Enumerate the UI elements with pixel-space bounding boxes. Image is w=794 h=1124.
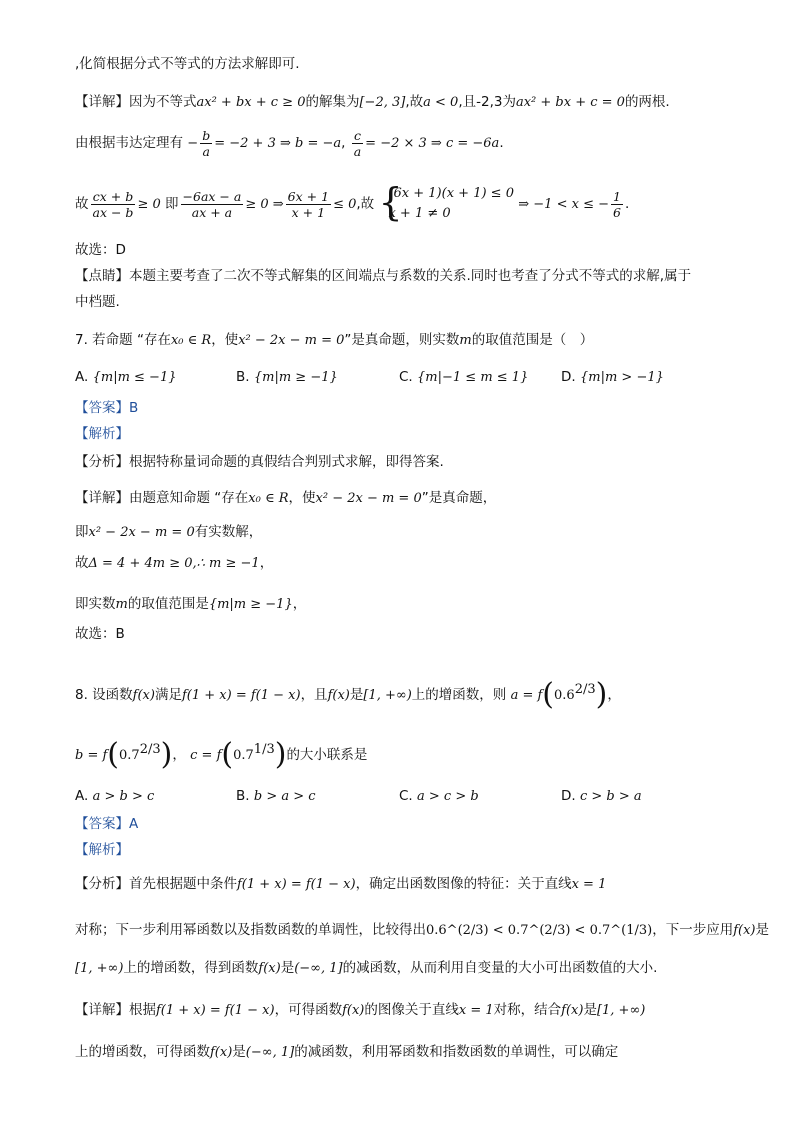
math: f(x) <box>132 688 155 703</box>
analysis-label <box>75 424 734 444</box>
text: 满足 <box>154 687 182 703</box>
math: ≥ 0 <box>137 197 161 212</box>
math: a = f <box>510 688 543 703</box>
math: m <box>459 333 472 348</box>
analysis-line <box>75 874 734 895</box>
text: ，使 <box>211 332 239 348</box>
option-label: B. <box>236 788 250 804</box>
text: 是 <box>583 1002 597 1018</box>
math: 0.6^(2/3) < 0.7^(2/3) < 0.7^(1/3) <box>426 923 653 938</box>
question-7 <box>75 330 734 351</box>
math: [−2, 3] <box>359 95 406 110</box>
fraction <box>181 189 244 220</box>
text: 的减函数，从而利用自变量的大小可出函数值的大小. <box>342 960 658 976</box>
text: 上的增函数，得到函数 <box>123 960 259 976</box>
numerator: 6x + 1 <box>287 188 330 204</box>
option-label: D. <box>561 788 576 804</box>
text: 故选：D <box>75 242 126 258</box>
math: b > a > c <box>253 789 316 804</box>
text: 【解析】 <box>75 426 129 442</box>
math: a > b > c <box>92 789 155 804</box>
text: 由题意知命题 “存在 <box>129 490 249 506</box>
comment-line <box>75 292 734 312</box>
system-row: x + 1 ≠ 0 <box>388 206 451 221</box>
text: ， <box>259 555 274 571</box>
denominator: ax + a <box>191 204 233 220</box>
text: ,故 <box>356 196 375 212</box>
question-8-cont <box>75 722 734 784</box>
text: ，确定出函数图像的特征：关于直线 <box>355 876 572 892</box>
comment-line <box>75 266 734 286</box>
text: 【答案】B <box>75 400 139 416</box>
option-d[interactable] <box>561 369 664 385</box>
math: x² − 2x − m = 0 <box>315 491 422 506</box>
detail-line <box>75 1042 734 1063</box>
fraction <box>352 128 363 159</box>
math: = −2 + 3 ⇒ b = −a <box>214 136 342 151</box>
text: 首先根据题中条件 <box>129 876 237 892</box>
text-line <box>75 54 734 74</box>
math: [1, +∞) <box>363 688 412 703</box>
minus-sign: − <box>187 136 199 151</box>
answer-label <box>75 814 734 834</box>
math: ≤ 0 <box>333 197 357 212</box>
math: x₀ ∈ R <box>170 333 212 348</box>
text: ， <box>172 747 186 763</box>
detail-line <box>75 488 734 509</box>
denominator: a <box>353 143 362 159</box>
math: {m|m > −1} <box>579 370 664 385</box>
text: , <box>341 135 346 151</box>
text: ,且-2,3为 <box>458 94 516 110</box>
math: (−∞, 1] <box>245 1045 295 1060</box>
option-b[interactable] <box>236 788 316 804</box>
text: . <box>499 135 504 151</box>
exponent: 2/3 <box>139 742 161 757</box>
math: 0.7 <box>119 748 140 763</box>
exponent: 1/3 <box>253 742 275 757</box>
option-a[interactable] <box>75 369 177 385</box>
paren-open: ( <box>107 737 120 772</box>
math: f(x) <box>210 1045 233 1060</box>
text: ，使 <box>288 490 316 506</box>
option-c[interactable] <box>399 369 528 385</box>
math: [1, +∞) <box>596 1003 646 1018</box>
option-d[interactable] <box>561 788 642 804</box>
text: 对称，结合 <box>493 1002 562 1018</box>
answer-line <box>75 624 734 644</box>
math: x² − 2x − m = 0 <box>88 525 195 540</box>
numerator: c <box>352 128 363 144</box>
math: a > c > b <box>417 789 479 804</box>
text: 即 <box>165 196 179 212</box>
text: 上的增函数，可得函数 <box>75 1044 210 1060</box>
inequality-line <box>75 180 734 229</box>
analysis-line <box>75 958 734 979</box>
numerator: −6ax − a <box>182 188 242 204</box>
option-label: A. <box>75 369 89 385</box>
analysis-line <box>75 452 734 472</box>
question-8 <box>75 662 734 724</box>
numerator: 1 <box>613 188 621 204</box>
denominator: x + 1 <box>291 204 326 220</box>
text: 的取值范围是 <box>127 596 209 612</box>
fraction <box>200 128 212 159</box>
text: 的取值范围是（ ） <box>471 332 594 348</box>
text: 本题主要考查了二次不等式解集的区间端点与系数的关系.同时也考查了分式不等式的求解,属于 <box>129 268 692 284</box>
paren-close: ) <box>160 737 173 772</box>
math: 0.7 <box>233 748 254 763</box>
text: 根据 <box>129 1002 156 1018</box>
equation-system <box>378 180 514 224</box>
option-label: A. <box>75 788 89 804</box>
text: 故 <box>75 196 89 212</box>
text: 是 <box>280 960 295 976</box>
math: {m|m ≤ −1} <box>92 370 177 385</box>
option-a[interactable] <box>75 788 154 804</box>
paren-open: ( <box>542 677 555 712</box>
text: 故选：B <box>75 626 125 642</box>
denominator: ax − b <box>92 204 134 220</box>
text: ,故 <box>405 94 424 110</box>
detail-label: 【详解】 <box>75 1002 129 1018</box>
paren-close: ) <box>274 737 287 772</box>
option-label: B. <box>236 369 250 385</box>
math: (−∞, 1] <box>294 961 343 976</box>
text: 有实数解， <box>194 524 263 540</box>
math: Δ = 4 + 4m ≥ 0,∴ m ≥ −1 <box>88 556 260 571</box>
detail-line <box>75 1000 734 1021</box>
text: 是 <box>232 1044 246 1060</box>
text: 的大小联系是 <box>286 747 368 763</box>
math: f(1 + x) = f(1 − x) <box>237 877 356 892</box>
math: ax² + bx + c ≥ 0 <box>196 95 306 110</box>
text: ， <box>292 596 307 612</box>
text: 的解集为 <box>305 94 360 110</box>
denominator: 6 <box>613 204 621 220</box>
math: ax² + bx + c = 0 <box>515 95 625 110</box>
fraction <box>286 189 331 220</box>
text: ,化简根据分式不等式的方法求解即可. <box>75 56 300 72</box>
math: ⇒ −1 < x ≤ − <box>518 197 609 212</box>
detail-label: 【详解】 <box>75 490 129 506</box>
text: 7. 若命题 “存在 <box>75 332 171 348</box>
comment-label: 【点睛】 <box>75 268 129 284</box>
analysis-line <box>75 920 770 941</box>
option-c[interactable] <box>399 788 479 804</box>
numerator: cx + b <box>91 189 136 205</box>
math: {m|m ≥ −1} <box>208 597 293 612</box>
system-row: (6x + 1)(x + 1) ≤ 0 <box>388 186 514 201</box>
math: b = f <box>75 748 108 763</box>
math: f(1 + x) = f(1 − x) <box>156 1003 275 1018</box>
paren-close: ) <box>595 677 608 712</box>
math: x = 1 <box>458 1003 494 1018</box>
text: 是 <box>755 922 770 938</box>
answer-line <box>75 240 734 260</box>
text: 即 <box>75 524 89 540</box>
text: ，可得函数 <box>274 1002 343 1018</box>
text: 由根据韦达定理有 <box>75 135 183 151</box>
math: [1, +∞) <box>75 961 124 976</box>
text: ，且 <box>300 687 328 703</box>
option-label: D. <box>561 369 576 385</box>
text-line <box>75 594 734 615</box>
detail-line <box>75 92 734 113</box>
paren-open: ( <box>221 737 234 772</box>
text: . <box>624 196 630 212</box>
text: 【解析】 <box>75 842 129 858</box>
numerator: b <box>202 127 211 143</box>
math: = −2 × 3 ⇒ c = −6a <box>365 136 500 151</box>
text: 的图像关于直线 <box>364 1002 459 1018</box>
text: 中档题. <box>75 294 120 310</box>
math: a < 0 <box>423 95 459 110</box>
option-b[interactable] <box>236 369 338 385</box>
text: 即实数 <box>75 596 116 612</box>
text: ， <box>607 687 621 703</box>
detail-label: 【详解】 <box>75 94 129 110</box>
analysis-label <box>75 840 734 860</box>
math: {m|m ≥ −1} <box>253 370 338 385</box>
math: f(x) <box>342 1003 365 1018</box>
text-line <box>75 522 734 543</box>
math: 0.6 <box>554 688 575 703</box>
math: f(x) <box>561 1003 584 1018</box>
analysis-tag: 【分析】 <box>75 876 129 892</box>
math: f(x) <box>258 961 281 976</box>
text: 故 <box>75 555 89 571</box>
option-label: C. <box>399 369 413 385</box>
text: 的两根. <box>624 94 670 110</box>
text: 的减函数，利用幂函数和指数函数的单调性，可以确定 <box>294 1044 619 1060</box>
math: f(x) <box>733 923 756 938</box>
math: x = 1 <box>571 877 607 892</box>
text: 【答案】A <box>75 816 139 832</box>
math: f(1 + x) = f(1 − x) <box>181 688 301 703</box>
text: 根据特称量词命题的真假结合判别式求解，即得答案. <box>129 454 444 470</box>
math: c > b > a <box>579 789 642 804</box>
math: x₀ ∈ R <box>248 491 289 506</box>
fraction <box>91 189 136 220</box>
brace-icon: { <box>378 180 403 224</box>
text: ，下一步应用 <box>652 922 734 938</box>
text-line <box>75 553 734 574</box>
math: m <box>115 597 128 612</box>
text: 因为不等式 <box>129 94 197 110</box>
math: f(x) <box>327 688 350 703</box>
text: 是 <box>349 687 364 703</box>
option-label: C. <box>399 788 413 804</box>
analysis-tag: 【分析】 <box>75 454 129 470</box>
text: ”是真命题，则实数 <box>344 332 460 348</box>
math: c = f <box>190 748 222 763</box>
fraction <box>611 189 623 220</box>
text: 上的增函数，则 <box>411 687 507 703</box>
text: ”是真命题， <box>421 490 497 506</box>
text: 对称；下一步利用幂函数以及指数函数的单调性，比较得出 <box>75 922 426 938</box>
denominator: a <box>202 143 210 159</box>
vieta-line <box>75 124 734 163</box>
answer-label <box>75 398 734 418</box>
text: 8. 设函数 <box>75 687 133 703</box>
math: x² − 2x − m = 0 <box>238 333 345 348</box>
math: ≥ 0 ⇒ <box>245 197 284 212</box>
math: {m|−1 ≤ m ≤ 1} <box>417 370 529 385</box>
exponent: 2/3 <box>574 682 596 697</box>
